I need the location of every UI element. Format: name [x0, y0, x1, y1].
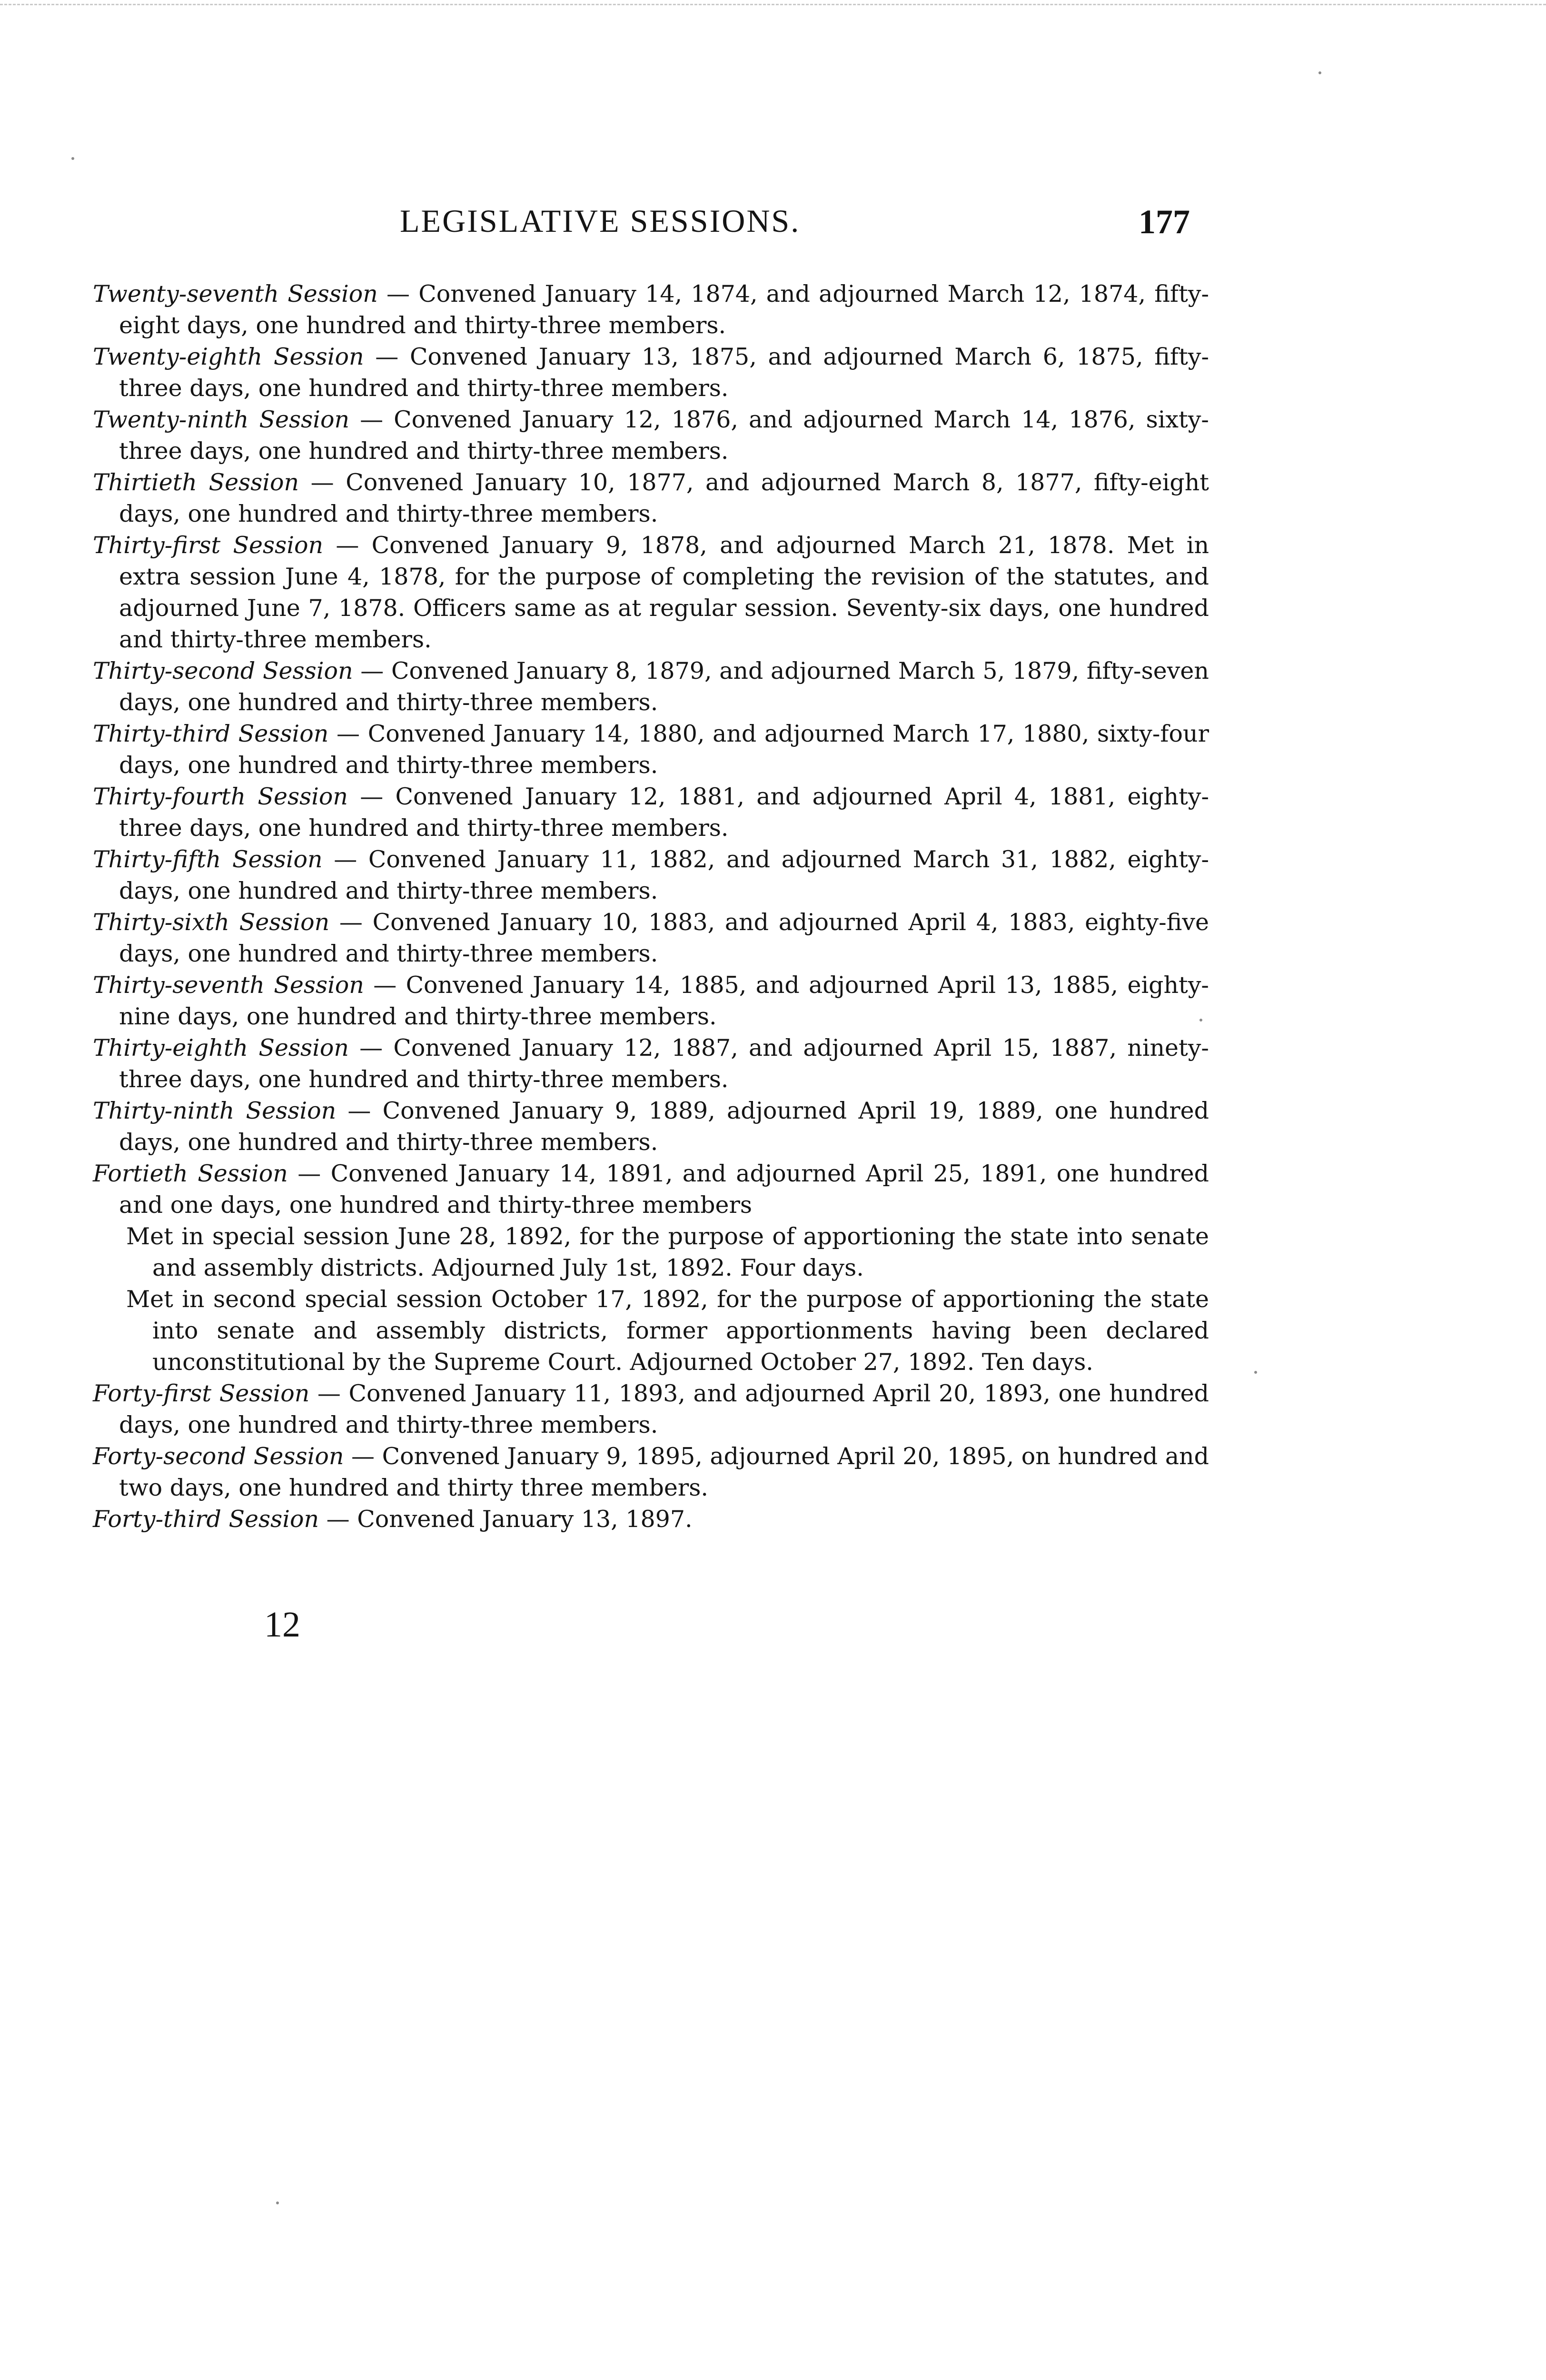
session-name: Forty-third Session: [93, 1506, 319, 1533]
entry-separator: —: [377, 280, 419, 307]
session-name: Fortieth Session: [93, 1160, 288, 1187]
entry-separator: —: [348, 1034, 394, 1061]
session-entry: [93, 467, 1209, 530]
session-name: Thirty-eighth Session: [93, 1034, 349, 1061]
session-entry: [93, 1158, 1209, 1221]
scan-edge-divider: [0, 4, 1546, 5]
session-name: Twenty-ninth Session: [93, 406, 350, 433]
entry-separator: —: [336, 1097, 383, 1124]
session-entry: [93, 1095, 1209, 1158]
session-entry: [93, 1378, 1209, 1441]
session-entry: [93, 530, 1209, 655]
session-entry: [93, 907, 1209, 970]
entry-separator: —: [328, 720, 368, 747]
session-name: Forty-first Session: [93, 1380, 310, 1407]
session-details: Convened January 9, 1889, adjourned April 19, 1889, one hundred days, one hundred and thirty-three members.: [119, 1097, 1209, 1156]
running-head: LEGISLATIVE SESSIONS.: [400, 203, 801, 239]
entry-separator: —: [353, 657, 391, 684]
scan-speck: [276, 2202, 279, 2204]
page-header: [400, 202, 1190, 245]
special-session-note: Met in second special session October 17, 1892, for the purpose of apportioning the state into senate and assembly districts, former apportionments having been declared unconstitutional by the Supreme Court. Adjourned October 27, 1892. Ten days.: [126, 1286, 1209, 1376]
session-details: Convened January 14, 1891, and adjourned April 25, 1891, one hundred and one days, one hundred and thirty-three members: [119, 1160, 1209, 1219]
session-details: Convened January 9, 1878, and adjourned March 21, 1878. Met in extra session June 4, 1878, for the purpose of completing the revision of the statutes, and adjourned June 7, 1878. Officers same as at regular session. Seventy-six days, one hundred and thirty-three members.: [119, 532, 1209, 653]
scan-speck: [71, 157, 74, 160]
entry-separator: —: [344, 1443, 382, 1470]
session-name: Thirty-first Session: [93, 532, 324, 559]
entry-separator: —: [287, 1160, 331, 1187]
session-entry: [93, 970, 1209, 1032]
session-name: Thirty-ninth Session: [93, 1097, 337, 1124]
session-entry: [93, 655, 1209, 718]
session-details: Convened January 9, 1895, adjourned April 20, 1895, on hundred and two days, one hundred and thirty three members.: [119, 1443, 1209, 1501]
page-number: 177: [1139, 203, 1190, 241]
entry-separator: —: [323, 532, 372, 559]
scan-speck: [1199, 1019, 1202, 1021]
entry-separator: —: [364, 972, 406, 999]
signature-mark: 12: [264, 1605, 300, 1645]
session-entry: [93, 844, 1209, 907]
session-name: Thirtieth Session: [93, 469, 299, 496]
session-details: Convened January 8, 1879, and adjourned March 5, 1879, fifty-seven days, one hundred and thirty-three members.: [119, 657, 1209, 716]
entry-separator: —: [309, 1380, 349, 1407]
session-details: Convened January 14, 1880, and adjourned March 17, 1880, sixty-four days, one hundred and thirty-three members.: [119, 720, 1209, 779]
session-name: Thirty-sixth Session: [93, 909, 330, 936]
entry-separator: —: [319, 1506, 357, 1533]
entry-separator: —: [299, 469, 346, 496]
entry-separator: —: [364, 343, 410, 370]
session-details: Convened January 12, 1876, and adjourned March 14, 1876, sixty-three days, one hundred and thirty-three members.: [119, 406, 1209, 465]
special-session-note: Met in special session June 28, 1892, for the purpose of apportioning the state into senate and assembly districts. Adjourned July 1st, 1892. Four days.: [126, 1223, 1209, 1281]
entry-separator: —: [329, 909, 373, 936]
entry-separator: —: [348, 783, 396, 810]
session-entry: [93, 278, 1209, 341]
entry-separator: —: [349, 406, 394, 433]
session-name: Thirty-fourth Session: [93, 783, 348, 810]
session-details: Convened January 11, 1882, and adjourned March 31, 1882, eighty-days, one hundred and thirty-three members.: [119, 846, 1209, 904]
session-name: Forty-second Session: [93, 1443, 344, 1470]
entry-separator: —: [322, 846, 368, 873]
session-name: Twenty-eighth Session: [93, 343, 364, 370]
scan-speck: [1318, 71, 1321, 74]
session-name: Thirty-seventh Session: [93, 972, 364, 999]
session-details: Convened January 12, 1887, and adjourned April 15, 1887, ninety-three days, one hundred and thirty-three members.: [119, 1034, 1209, 1093]
session-details: Convened January 13, 1897.: [357, 1506, 693, 1533]
session-name: Thirty-second Session: [93, 657, 353, 684]
session-entry: [93, 718, 1209, 781]
scan-speck: [1254, 1371, 1257, 1374]
session-details: Convened January 14, 1885, and adjourned April 13, 1885, eighty-nine days, one hundred and thirty-three members.: [119, 972, 1209, 1030]
session-details: Convened January 13, 1875, and adjourned March 6, 1875, fifty-three days, one hundred and thirty-three members.: [119, 343, 1209, 402]
session-entry: [93, 781, 1209, 844]
session-entry: [93, 1032, 1209, 1095]
session-details: Convened January 12, 1881, and adjourned April 4, 1881, eighty-three days, one hundred and thirty-three members.: [119, 783, 1209, 842]
session-details: Convened January 14, 1874, and adjourned March 12, 1874, fifty-eight days, one hundred and thirty-three members.: [119, 280, 1209, 339]
session-entry: [93, 1504, 1209, 1535]
session-name: Thirty-fifth Session: [93, 846, 323, 873]
session-name: Thirty-third Session: [93, 720, 329, 747]
session-entry: [93, 404, 1209, 467]
session-details: Convened January 11, 1893, and adjourned April 20, 1893, one hundred days, one hundred and thirty-three members.: [119, 1380, 1209, 1438]
session-entry: [93, 1441, 1209, 1504]
session-name: Twenty-seventh Session: [93, 280, 378, 307]
session-entry: [93, 341, 1209, 404]
session-list: [93, 278, 1209, 1535]
session-details: Convened January 10, 1877, and adjourned March 8, 1877, fifty-eight days, one hundred and thirty-three members.: [119, 469, 1209, 527]
session-details: Convened January 10, 1883, and adjourned April 4, 1883, eighty-five days, one hundred and thirty-three members.: [119, 909, 1209, 967]
